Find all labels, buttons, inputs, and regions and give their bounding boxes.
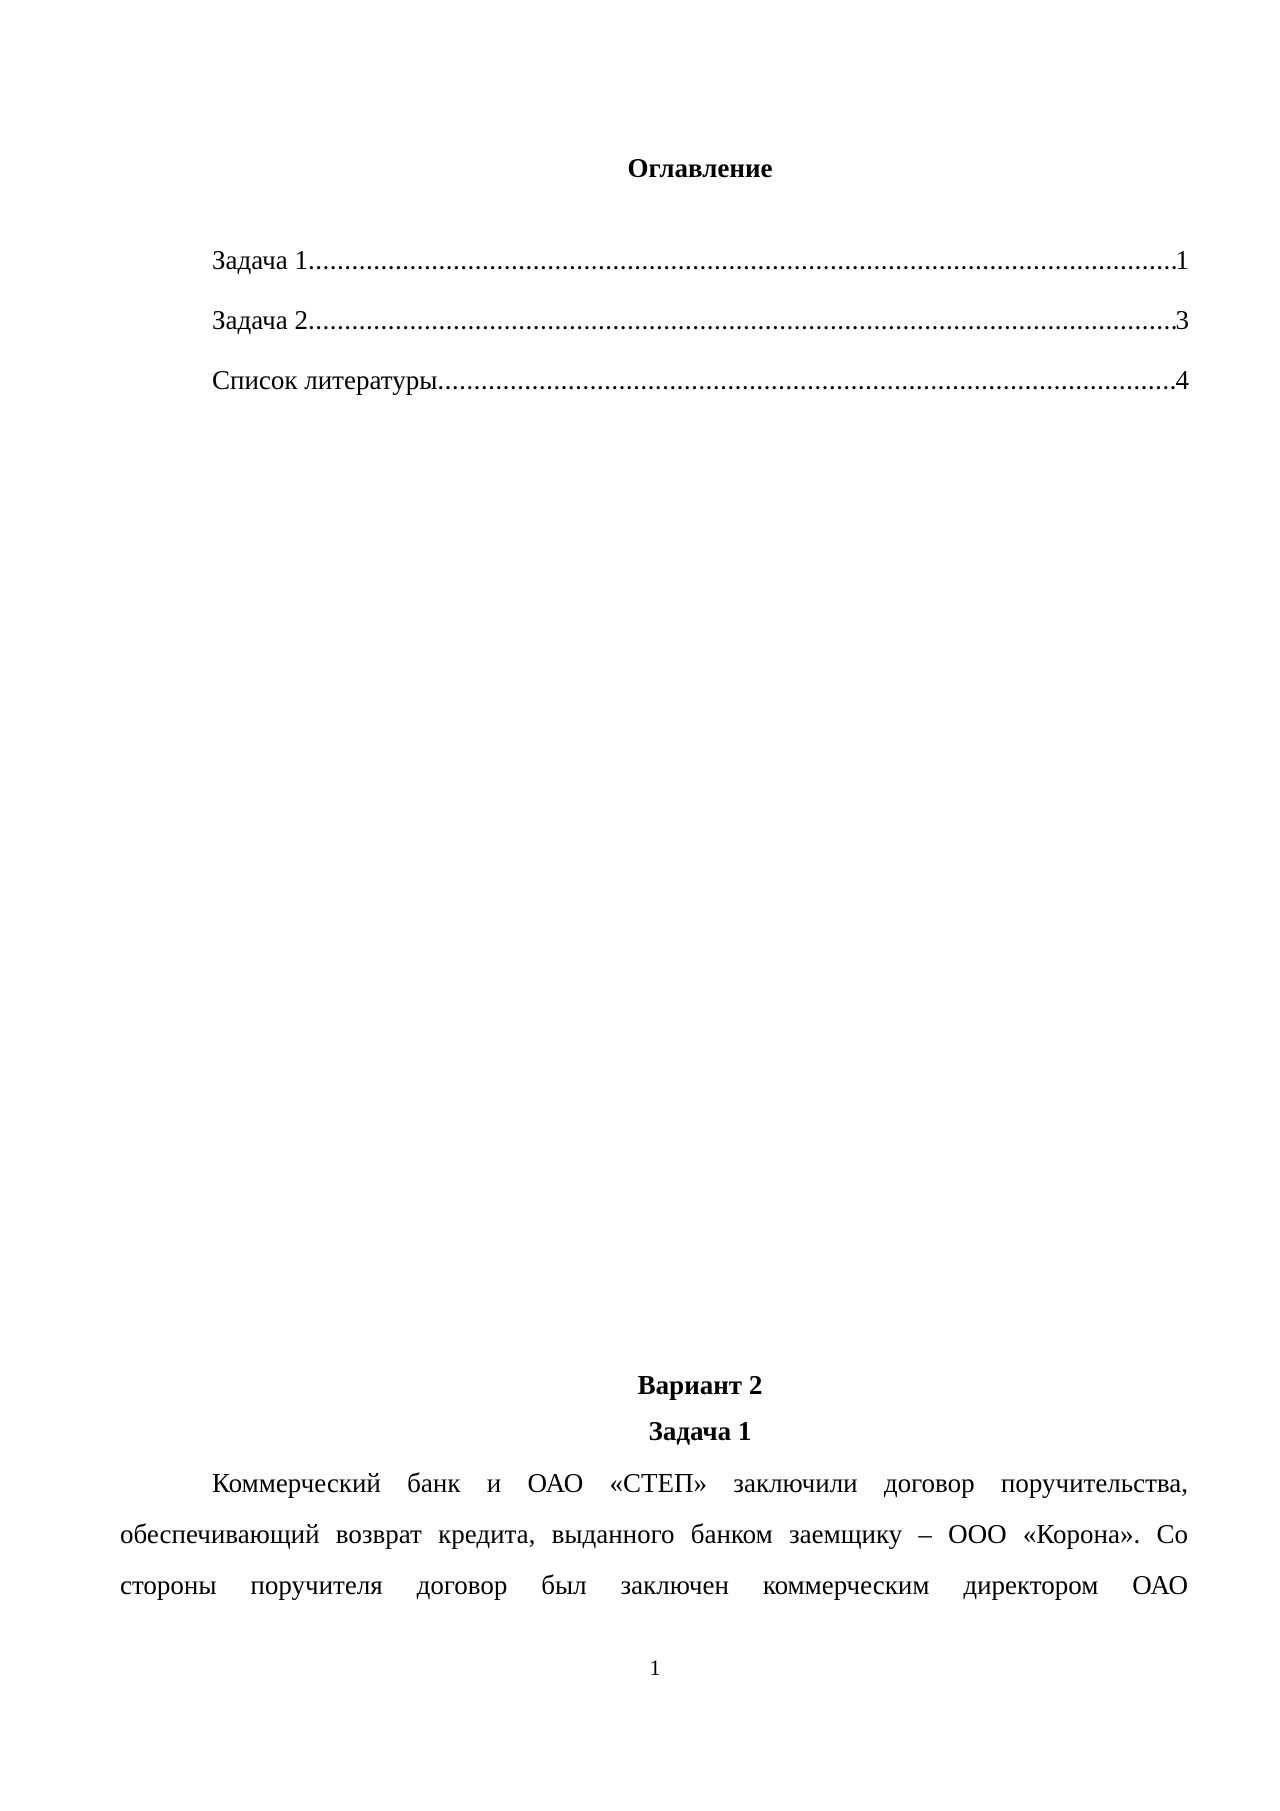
- variant-heading: Вариант 2: [637, 1370, 763, 1400]
- toc-entry-page: 1: [1175, 245, 1189, 275]
- toc-entry[interactable]: [212, 300, 1189, 360]
- toc-entry-page: 3: [1175, 305, 1189, 335]
- toc-entry-label: Задача 2: [212, 305, 308, 335]
- task-heading: Задача 1: [648, 1416, 752, 1446]
- table-of-contents: [212, 240, 1189, 420]
- toc-title: Оглавление: [627, 153, 773, 183]
- toc-leader-dots: [308, 240, 1176, 280]
- toc-entry-label: Задача 1: [212, 245, 308, 275]
- toc-leader-dots: [308, 300, 1176, 340]
- toc-entry-label: Список литературы: [212, 365, 438, 395]
- page-number: 1: [649, 1655, 661, 1680]
- toc-entry[interactable]: [212, 240, 1189, 300]
- task-body-paragraph: Коммерческий банк и ОАО «СТЕП» заключили договор поручительства, обеспечивающий возврат кредита, выданного банком заемщику – ООО «Корона». Со стороны поручителя договор был заключен коммерческим директором ОАО: [120, 1468, 1188, 1600]
- toc-leader-dots: [437, 360, 1175, 400]
- toc-entry-page: 4: [1175, 365, 1189, 395]
- toc-entry[interactable]: [212, 360, 1189, 420]
